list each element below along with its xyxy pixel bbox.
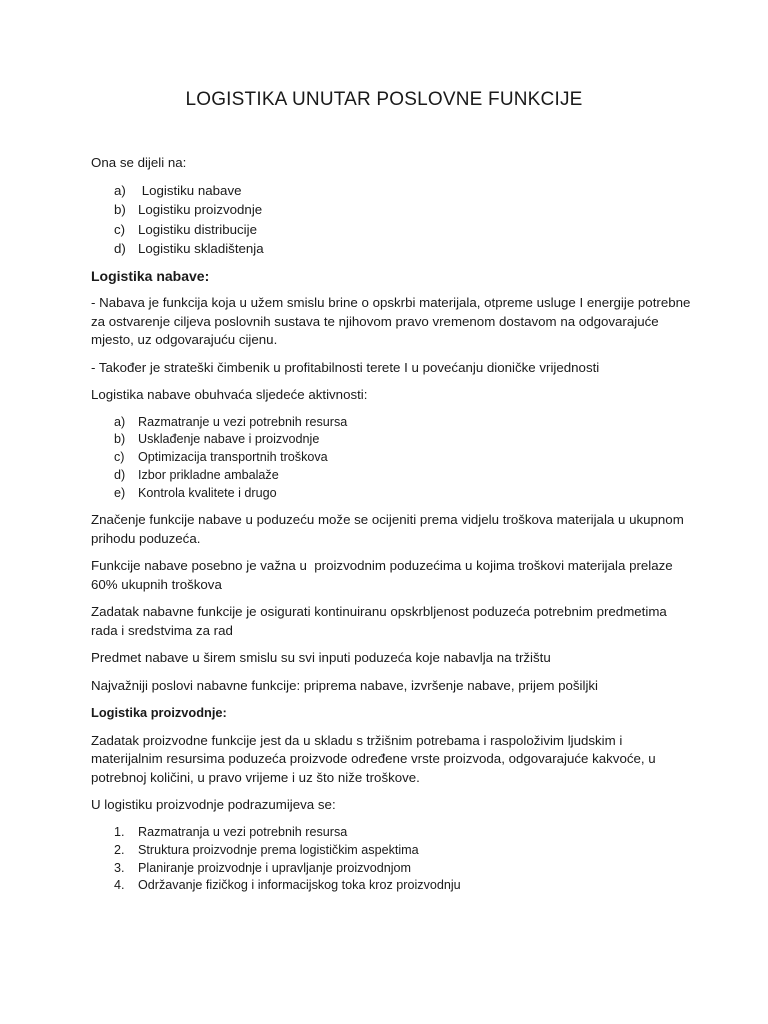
heading-logistika-nabave: Logistika nabave:	[91, 267, 210, 284]
list-item-text: Održavanje fizičkog i informacijskog toka kroz proizvodnju	[138, 878, 461, 893]
paragraph: Najvažniji poslovi nabavne funkcije: priprema nabave, izvršenje nabave, prijem pošiljki	[91, 677, 599, 693]
list-marker: 3.	[114, 860, 125, 875]
list-item-text: Razmatranje u vezi potrebnih resursa	[138, 414, 348, 429]
list-item	[114, 239, 691, 259]
paragraph: - Nabava je funkcija koja u užem smislu brine o opskrbi materijala, otpreme usluge I energije potrebne za ostvarenje ciljeva poslovnih sustava te njihovom pravo vremenom dostavom na odgovarajuće mjesto, uz odgovarajuću cijenu.	[91, 295, 691, 347]
heading-logistika-proizvodnje: Logistika proizvodnje:	[91, 705, 227, 721]
document-body	[91, 154, 691, 895]
list-item-text: Usklađenje nabave i proizvodnje	[138, 432, 320, 447]
list-item	[114, 431, 691, 449]
list-item	[114, 220, 691, 240]
list-marker: a)	[114, 414, 126, 429]
paragraph: Logistika nabave obuhvaća sljedeće aktivnosti:	[91, 387, 368, 402]
list-item	[114, 414, 691, 432]
paragraph: Zadatak proizvodne funkcije jest da u skladu s tržišnim potrebama i raspoloživim ljudskim i materijalnim resursima poduzeća proizvode određene vrste proizvoda, odgovarajuće kakvoće, u potrebnoj količini, u pravo vrijeme i uz što niže troškove.	[91, 732, 656, 785]
list-item	[114, 877, 691, 895]
list-item-text: Izbor prikladne ambalaže	[138, 467, 279, 482]
list-item-text: Logistiku proizvodnje	[138, 202, 263, 217]
list-item-text: Planiranje proizvodnje i upravljanje proizvodnjom	[138, 860, 412, 875]
list-marker: c)	[114, 221, 126, 237]
list-item	[114, 200, 691, 220]
list-marker: b)	[114, 202, 126, 217]
document-title: LOGISTIKA UNUTAR POSLOVNE FUNKCIJE	[185, 89, 583, 110]
list-item	[114, 842, 691, 860]
list-marker: d)	[114, 241, 126, 256]
list-item	[114, 467, 691, 485]
list-item	[114, 449, 691, 467]
list-item-text: Logistiku nabave	[138, 182, 242, 198]
list-item	[114, 485, 691, 503]
list-marker: b)	[114, 432, 126, 447]
paragraph: U logistiku proizvodnje podrazumijeva se:	[91, 797, 336, 813]
intro-text: Ona se dijeli na:	[91, 155, 187, 170]
list-item-text: Kontrola kvalitete i drugo	[138, 485, 277, 500]
paragraph: Predmet nabave u širem smislu su svi inputi poduzeća koje nabavlja na tržištu	[91, 650, 551, 666]
paragraph: Funkcije nabave posebno je važna u proizvodnim poduzećima u kojima troškovi materijala prelaze 60% ukupnih troškova	[91, 558, 677, 592]
list-item	[114, 181, 691, 201]
activities-list	[114, 414, 691, 503]
list-marker: d)	[114, 467, 126, 482]
list-marker: c)	[114, 450, 125, 465]
paragraph: Zadatak nabavne funkcije je osigurati kontinuiranu opskrbljenost poduzeća potrebnim predmetima rada i sredstvima za rad	[91, 604, 667, 638]
paragraph: Značenje funkcije nabave u poduzeću može se ocijeniti prema vidjelu troškova materijala u ukupnom prihodu poduzeća.	[91, 512, 684, 546]
production-list	[114, 824, 691, 895]
list-item-text: Struktura proizvodnje prema logističkim aspektima	[138, 842, 419, 857]
list-marker: 4.	[114, 878, 125, 893]
list-marker: 1.	[114, 824, 125, 839]
list-marker: e)	[114, 485, 126, 500]
list-item-text: Logistiku skladištenja	[138, 241, 264, 256]
list-item-text: Optimizacija transportnih troškova	[138, 450, 328, 465]
list-item-text: Logistiku distribucije	[138, 221, 257, 237]
logistics-types-list	[114, 181, 691, 259]
list-item	[114, 824, 691, 842]
paragraph: - Također je strateški čimbenik u profitabilnosti terete I u povećanju dioničke vrijednosti	[91, 359, 600, 375]
list-marker: 2.	[114, 842, 125, 857]
list-marker: a)	[114, 182, 126, 198]
list-item	[114, 860, 691, 878]
list-item-text: Razmatranja u vezi potrebnih resursa	[138, 824, 348, 839]
